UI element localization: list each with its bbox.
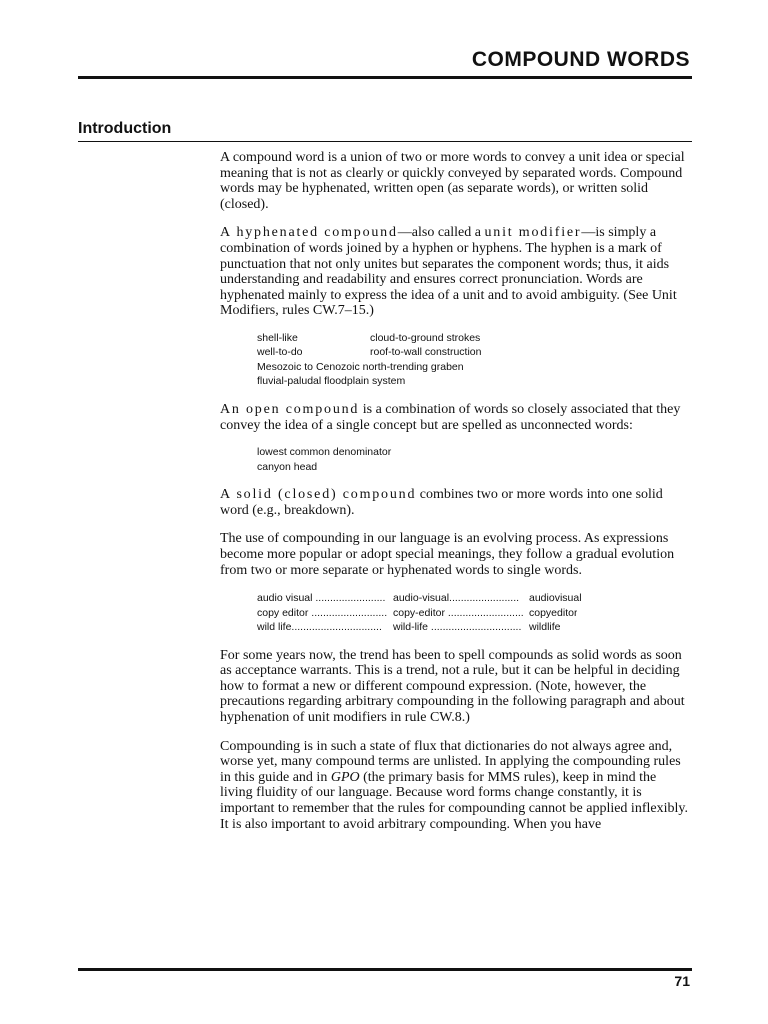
term-unit-modifier: unit modifier (484, 225, 582, 241)
paragraph-trend: For some years now, the trend has been to spell compounds as solid words as soon as acceptance warrants. This is a trend, not a rule, but it can be helpful in deciding how to format a new or different compound expression. (Note, however, the precautions regarding arbitrary compounding in the following paragraph and about hyphenation of unit modifiers in rule CW.8.) (220, 647, 685, 725)
paragraph-open-compound: An open compound is a combination of words so closely associated that they convey the idea of a single concept but are spelled as unconnected words: (220, 401, 681, 433)
section-rule (78, 141, 692, 142)
evolution-row: copy editor .......................... copy-editor .......................... copyeditor (257, 606, 578, 619)
paragraph-flux: Compounding is in such a state of flux that dictionaries do not always agree and, worse yet, many compound terms are unlisted. In applying the compounding rules in this guide and in GPO (the primary basis for MMS rules), keep in mind the living fluidity of our language. Because word forms change constantly, it is important to remember that the rules for compounding cannot be applied inflexibly. It is also important to avoid arbitrary compounding. When you have (220, 738, 688, 832)
bottom-rule (78, 968, 692, 971)
example-row: shell-like cloud-to-ground strokes (257, 331, 481, 344)
example-row: fluvial-paludal floodplain system (257, 375, 406, 388)
paragraph-hyphenated-compound: A hyphenated compound—also called a unit modifier—is simply a combination of words joined by a hyphen or hyphens. The hyphen is a mark of punctuation that not only unites but separates the component words; thus, it aids understanding and readability and ensures correct pronunciation. Words are hyphenated mainly to express the idea of a unit and to avoid ambiguity. (See Unit Modifiers, rules CW.7–15.) (220, 225, 677, 319)
example-row: canyon head (257, 460, 318, 473)
example-row: lowest common denominator (257, 446, 392, 459)
evolution-examples (257, 591, 688, 635)
paragraph-solid-compound: A solid (closed) compound combines two or more words into one solid word (e.g., breakdown). (220, 487, 663, 518)
chapter-title: COMPOUND WORDS (471, 48, 690, 71)
gpo-reference: GPO (330, 769, 360, 785)
top-rule (78, 76, 692, 79)
example-row: well-to-do roof-to-wall construction (257, 346, 482, 359)
hyphenated-examples (257, 331, 688, 389)
paragraph-definition: A compound word is a union of two or more words to convey a unit idea or special meaning that is not as clearly or quickly conveyed by separated words. Compound words may be hyphenated, written open (as separate words), or written solid (closed). (220, 150, 685, 212)
section-heading: Introduction (78, 120, 172, 137)
paragraph-evolution: The use of compounding in our language is an evolving process. As expressions become more popular or adopt special meanings, they follow a gradual evolution from two or more separate or hyphenated words to single words. (220, 531, 675, 578)
page-number: 71 (674, 973, 690, 989)
open-examples (257, 445, 688, 474)
evolution-row: audio visual ........................ audio-visual........................ audiovisual (257, 592, 582, 605)
term-hyphenated-compound: A hyphenated compound (220, 225, 398, 241)
term-solid-compound: A solid (closed) compound (220, 487, 417, 503)
term-open-compound: An open compound (220, 401, 360, 417)
evolution-row: wild life............................... wild-life ............................... wildlife (257, 621, 561, 634)
example-row: Mesozoic to Cenozoic north-trending graben (257, 360, 464, 373)
body-column (220, 150, 688, 845)
